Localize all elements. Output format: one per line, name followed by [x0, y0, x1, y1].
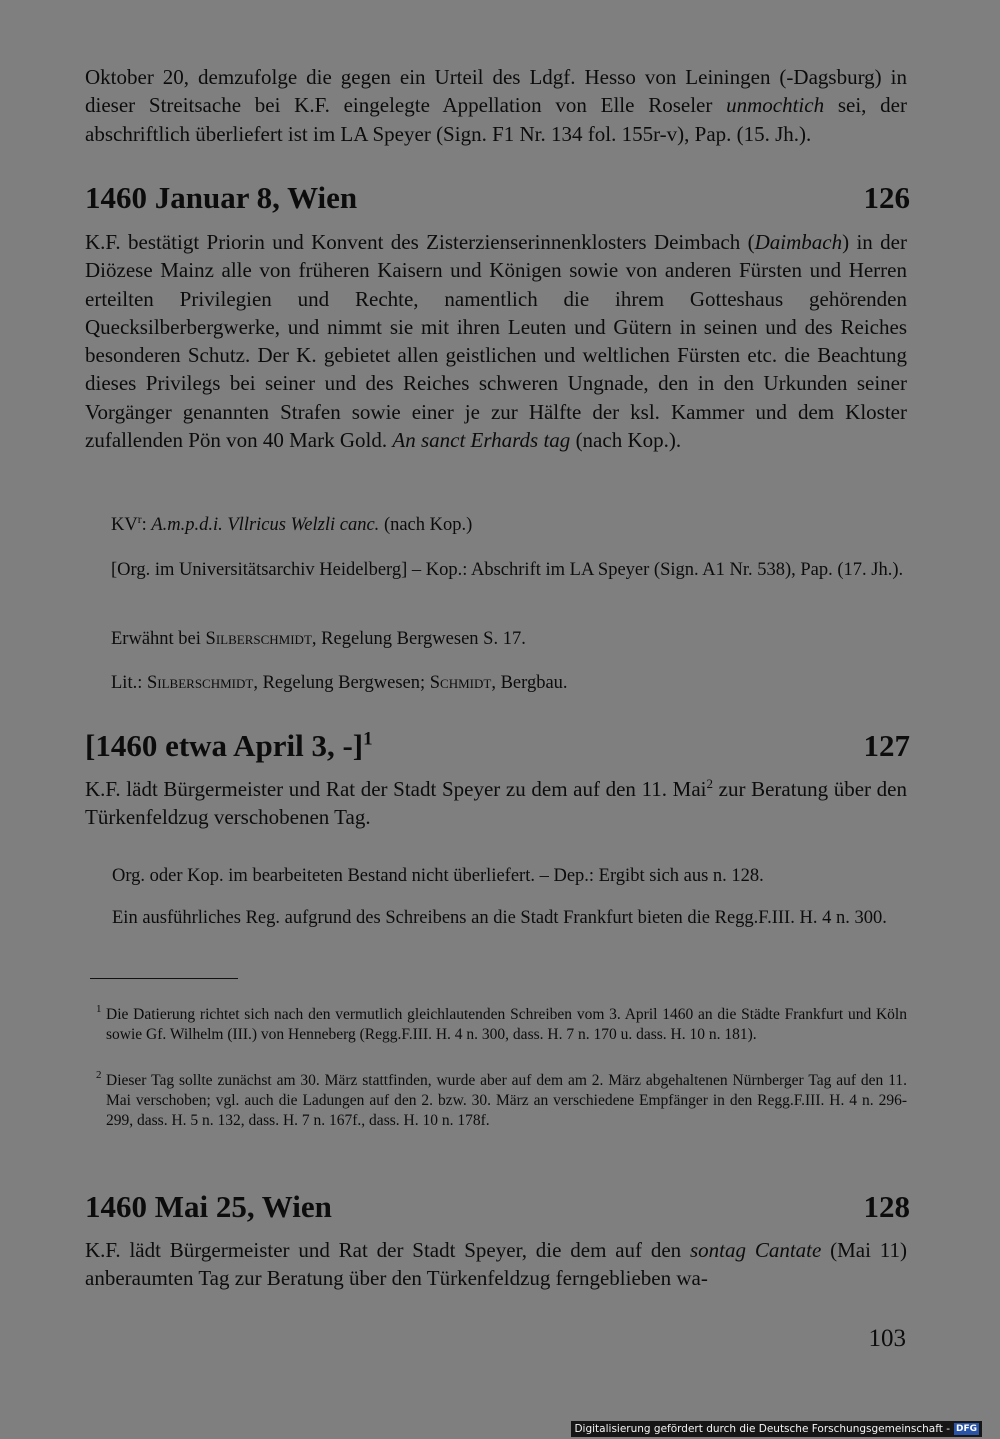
intro-text-2: sei, der abschriftlich überliefert ist im LA Speyer (Sign. F1 Nr. 134 fol. 155r-v), Pap. (15. Jh.). — [85, 93, 907, 146]
entry-126-body-1: K.F. bestätigt Priorin und Konvent des Zisterzienserinnenklosters Deimbach ( — [85, 230, 755, 254]
footer-text: Digitalisierung gefördert durch die Deutsche Forschungsgemeinschaft - — [574, 1423, 950, 1435]
footnote-1-mark: 1 — [96, 1003, 102, 1015]
kv-label: KV — [111, 515, 138, 535]
intro-italic: unmochtich — [726, 93, 825, 118]
footnote-2-mark: 2 — [96, 1069, 102, 1081]
entry-127-date-place — [85, 729, 373, 763]
entry-126-heading — [85, 181, 910, 215]
entry-126-kv — [85, 511, 907, 539]
intro-paragraph — [85, 63, 907, 148]
entry-127-heading — [85, 729, 910, 763]
lit-author-2: Schmidt — [429, 673, 492, 693]
lit-text-2: , Regelung Bergwesen; — [253, 673, 430, 693]
intro-text-1: Oktober 20, demzufolge die gegen ein Urteil des Ldgf. Hesso von Leiningen (-Dagsburg) in dieser Streitsache bei K.F. eingelegte Appellation von Elle Roseler — [85, 65, 907, 118]
entry-126-erwaehnt — [85, 625, 907, 653]
entry-127-footnote-ref-2: 2 — [706, 776, 714, 791]
dfg-logo-icon: DFG — [955, 1424, 977, 1434]
entry-127-footnote-ref: 1 — [363, 728, 373, 750]
entry-128-heading — [85, 1190, 910, 1224]
lit-text-3: , Bergbau. — [491, 673, 568, 693]
entry-126-lit — [85, 669, 907, 697]
entry-126-org-note: [Org. im Universitätsarchiv Heidelberg] – Kop.: Abschrift im LA Speyer (Sign. A1 Nr. 538), Pap. (17. Jh.). — [111, 560, 904, 580]
dfg-footer — [571, 1421, 982, 1437]
entry-126-date-place: 1460 Januar 8, Wien — [85, 180, 358, 215]
footnote-1-text: Die Datierung richtet sich nach den vermutlich gleichlautenden Schreiben vom 3. April 1460 an die Städte Frankfurt und Köln sowie Gf. Wilhelm (III.) von Henneberg (Regg.F.III. H. 4 n. 300, dass. H. 7 n. 170 u. dass. H. 10 n. 181). — [106, 1006, 907, 1044]
entry-127-note-1: Org. oder Kop. im bearbeiteten Bestand nicht überliefert. – Dep.: Ergibt sich aus n. 128. — [112, 866, 764, 886]
entry-127-note-2: Ein ausführliches Reg. aufgrund des Schreibens an die Stadt Frankfurt bieten die Regg.F.III. H. 4 n. 300. — [112, 908, 887, 928]
entry-128-date-place: 1460 Mai 25, Wien — [85, 1189, 332, 1224]
entry-126-number: 126 — [863, 180, 910, 215]
page-number: 103 — [868, 1325, 906, 1352]
entry-126-body-italic-2: An sanct Erhards tag — [392, 428, 571, 453]
lit-label: Lit.: — [111, 673, 147, 693]
entry-127-number: 127 — [863, 728, 910, 763]
entry-127-body-2: zur Beratung über den Türkenfeldzug verschobenen Tag. — [85, 777, 907, 830]
entry-127-body-1: K.F. lädt Bürgermeister und Rat der Stadt Speyer zu dem auf den 11. Mai — [85, 777, 707, 801]
footnote-rule — [90, 978, 238, 979]
entry-128-number: 128 — [863, 1189, 910, 1224]
footnote-2-text: Dieser Tag sollte zunächst am 30. März stattfinden, wurde aber auf dem am 2. März abgehaltenen Nürnberger Tag auf den 11. Mai verschoben; vgl. auch die Ladungen auf den 2. bzw. 30. März an verschiedene Empfänger in den Regg.F.III. H. 4 n. 296-299, dass. H. 5 n. 132, dass. H. 7 n. 167f., dass. H. 10 n. 178f. — [106, 1072, 907, 1130]
erwaehnt-text-2: , Regelung Bergwesen S. 17. — [311, 629, 526, 649]
entry-128-body — [85, 1236, 907, 1293]
kv-sep: : — [141, 515, 152, 535]
entry-127-date-text: [1460 etwa April 3, -] — [85, 728, 364, 763]
entry-126-body-italic-1: Daimbach — [754, 230, 843, 254]
entry-126-body-3: (nach Kop.). — [570, 428, 682, 453]
entry-127-body — [85, 775, 907, 832]
erwaehnt-text-1: Erwähnt bei — [111, 629, 206, 649]
entry-128-body-italic: sontag Cantate — [690, 1238, 822, 1262]
kv-sup: r — [137, 513, 142, 526]
kv-rest: (nach Kop.) — [379, 515, 473, 535]
entry-126-body — [85, 228, 907, 454]
footnote-2 — [96, 1069, 907, 1132]
kv-italic: A.m.p.d.i. Vllricus Welzli canc. — [151, 515, 380, 535]
entry-126-body-2: ) in der Diözese Mainz alle von früheren Kaisern und Königen sowie von anderen Fürsten und Herren erteilten Privilegien und Rechte, namentlich die ihrem Gotteshaus gehörenden Quecksilberbergwerke, und nimmt sie mit ihren Leuten und Gütern in seinen und des Reiches besonderen Schutz. Der K. gebietet allen geistlichen und weltlichen Fürsten etc. die Beachtung dieses Privilegs bei seiner und des Reiches schweren Ungnade, den in den Urkunden seiner Vorgänger genannten Strafen sowie einer je zur Hälfte der ksl. Kammer und dem Kloster zufallenden Pön von 40 Mark Gold. — [85, 230, 907, 453]
erwaehnt-author: Silberschmidt — [205, 629, 312, 649]
footnote-1 — [96, 1003, 907, 1045]
entry-128-body-2: (Mai 11) anberaumten Tag zur Beratung über den Türkenfeldzug ferngeblieben wa- — [85, 1238, 907, 1291]
lit-author-1: Silberschmidt — [146, 673, 254, 693]
entry-128-body-1: K.F. lädt Bürgermeister und Rat der Stadt Speyer, die dem auf den — [85, 1238, 690, 1262]
